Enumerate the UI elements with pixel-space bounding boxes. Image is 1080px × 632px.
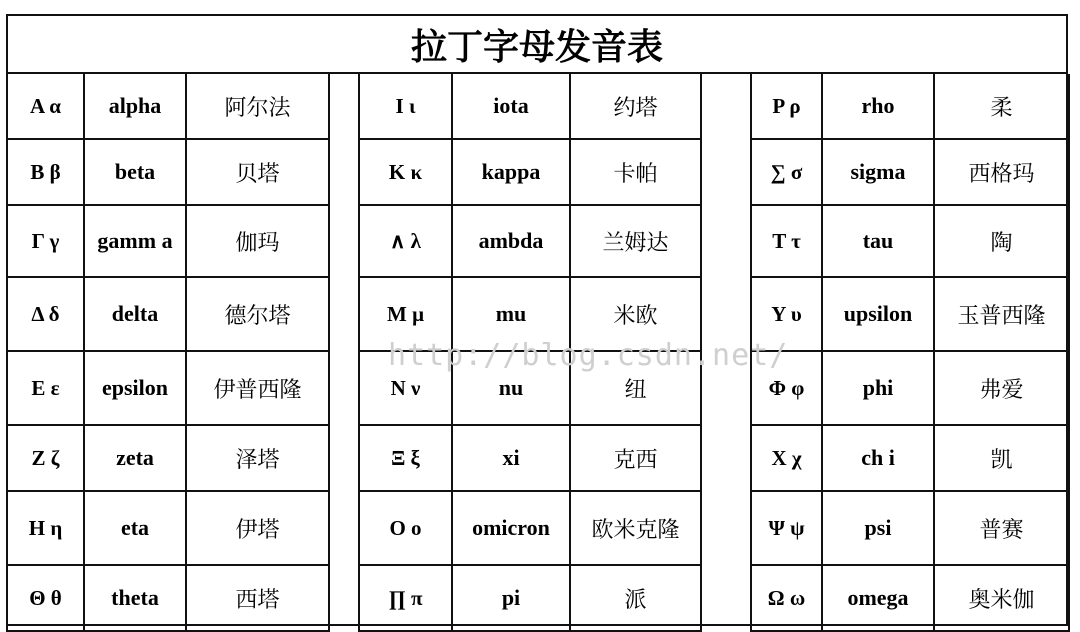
letter-name: mu: [452, 277, 570, 351]
letter-reading: 泽塔: [186, 425, 328, 491]
letter-symbol: P ρ: [752, 74, 822, 139]
letter-symbol: ∏ π: [360, 565, 452, 631]
table-row: [752, 277, 1068, 351]
table-row: [360, 205, 700, 277]
letter-name: rho: [822, 74, 934, 139]
letter-reading: 玉普西隆: [934, 277, 1068, 351]
letter-reading: 凯: [934, 425, 1068, 491]
letter-name: delta: [84, 277, 186, 351]
letter-name: omicron: [452, 491, 570, 565]
letter-name: alpha: [84, 74, 186, 139]
letter-symbol: Φ φ: [752, 351, 822, 425]
letter-name: ambda: [452, 205, 570, 277]
letter-reading: 兰姆达: [570, 205, 700, 277]
letter-table-3: [752, 74, 1068, 632]
letter-name: zeta: [84, 425, 186, 491]
table-row: [752, 351, 1068, 425]
letter-name: beta: [84, 139, 186, 205]
letter-name: gamm a: [84, 205, 186, 277]
letter-name: sigma: [822, 139, 934, 205]
letter-reading: 伊普西隆: [186, 351, 328, 425]
table-row: [8, 425, 328, 491]
letter-name: upsilon: [822, 277, 934, 351]
table-row: [8, 565, 328, 631]
letter-symbol: T τ: [752, 205, 822, 277]
table-row: [752, 491, 1068, 565]
letter-symbol: K κ: [360, 139, 452, 205]
table-row: [360, 139, 700, 205]
letter-name: kappa: [452, 139, 570, 205]
letter-symbol: N ν: [360, 351, 452, 425]
table-row: [360, 565, 700, 631]
letter-symbol: M μ: [360, 277, 452, 351]
letter-group-3: [750, 74, 1070, 632]
table-row: [752, 425, 1068, 491]
letter-symbol: Ω ω: [752, 565, 822, 631]
letter-group-2: [358, 74, 702, 632]
table-row: [8, 139, 328, 205]
letter-reading: 阿尔法: [186, 74, 328, 139]
table-row: [8, 74, 328, 139]
letter-reading: 德尔塔: [186, 277, 328, 351]
table-row: [8, 351, 328, 425]
table-row: [360, 277, 700, 351]
watermark-text: http://blog.csdn.net/: [388, 338, 789, 373]
table-row: [752, 565, 1068, 631]
letter-reading: 伊塔: [186, 491, 328, 565]
letter-reading: 约塔: [570, 74, 700, 139]
letter-reading: 西塔: [186, 565, 328, 631]
letter-symbol: B β: [8, 139, 84, 205]
letter-symbol: ∑ σ: [752, 139, 822, 205]
table-row: [752, 74, 1068, 139]
letter-reading: 西格玛: [934, 139, 1068, 205]
letter-name: epsilon: [84, 351, 186, 425]
letter-symbol: I ι: [360, 74, 452, 139]
letter-reading: 伽玛: [186, 205, 328, 277]
letter-symbol: O ο: [360, 491, 452, 565]
table-row: [360, 491, 700, 565]
letter-name: xi: [452, 425, 570, 491]
letter-reading: 普赛: [934, 491, 1068, 565]
table-row: [8, 277, 328, 351]
letter-symbol: Y υ: [752, 277, 822, 351]
letter-symbol: Z ζ: [8, 425, 84, 491]
page-title: 拉丁字母发音表: [8, 16, 1066, 74]
letter-reading: 弗爱: [934, 351, 1068, 425]
letter-name: ch i: [822, 425, 934, 491]
letter-reading: 欧米克隆: [570, 491, 700, 565]
letter-symbol: X χ: [752, 425, 822, 491]
letter-reading: 克西: [570, 425, 700, 491]
letter-symbol: Δ δ: [8, 277, 84, 351]
table-row: [8, 491, 328, 565]
letter-symbol: E ε: [8, 351, 84, 425]
letter-symbol: Ξ ξ: [360, 425, 452, 491]
letter-symbol: Γ γ: [8, 205, 84, 277]
letter-reading: 奥米伽: [934, 565, 1068, 631]
table-row: [360, 351, 700, 425]
letter-symbol: H η: [8, 491, 84, 565]
letter-name: theta: [84, 565, 186, 631]
letter-name: phi: [822, 351, 934, 425]
letter-symbol: Θ θ: [8, 565, 84, 631]
letter-name: psi: [822, 491, 934, 565]
letter-reading: 柔: [934, 74, 1068, 139]
letter-symbol: Ψ ψ: [752, 491, 822, 565]
table-row: [752, 205, 1068, 277]
letter-reading: 米欧: [570, 277, 700, 351]
letter-reading: 卡帕: [570, 139, 700, 205]
letter-symbol: ∧ λ: [360, 205, 452, 277]
letter-reading: 纽: [570, 351, 700, 425]
letter-name: pi: [452, 565, 570, 631]
letter-group-1: [6, 74, 330, 632]
letter-name: iota: [452, 74, 570, 139]
letter-reading: 贝塔: [186, 139, 328, 205]
letter-name: eta: [84, 491, 186, 565]
table-row: [360, 74, 700, 139]
letter-name: tau: [822, 205, 934, 277]
letter-symbol: A α: [8, 74, 84, 139]
table-row: [360, 425, 700, 491]
alphabet-sheet: [6, 14, 1068, 626]
letter-table-2: [360, 74, 700, 632]
letter-table-1: [8, 74, 328, 632]
letter-reading: 派: [570, 565, 700, 631]
letter-name: nu: [452, 351, 570, 425]
letter-reading: 陶: [934, 205, 1068, 277]
letter-name: omega: [822, 565, 934, 631]
table-row: [752, 139, 1068, 205]
table-row: [8, 205, 328, 277]
